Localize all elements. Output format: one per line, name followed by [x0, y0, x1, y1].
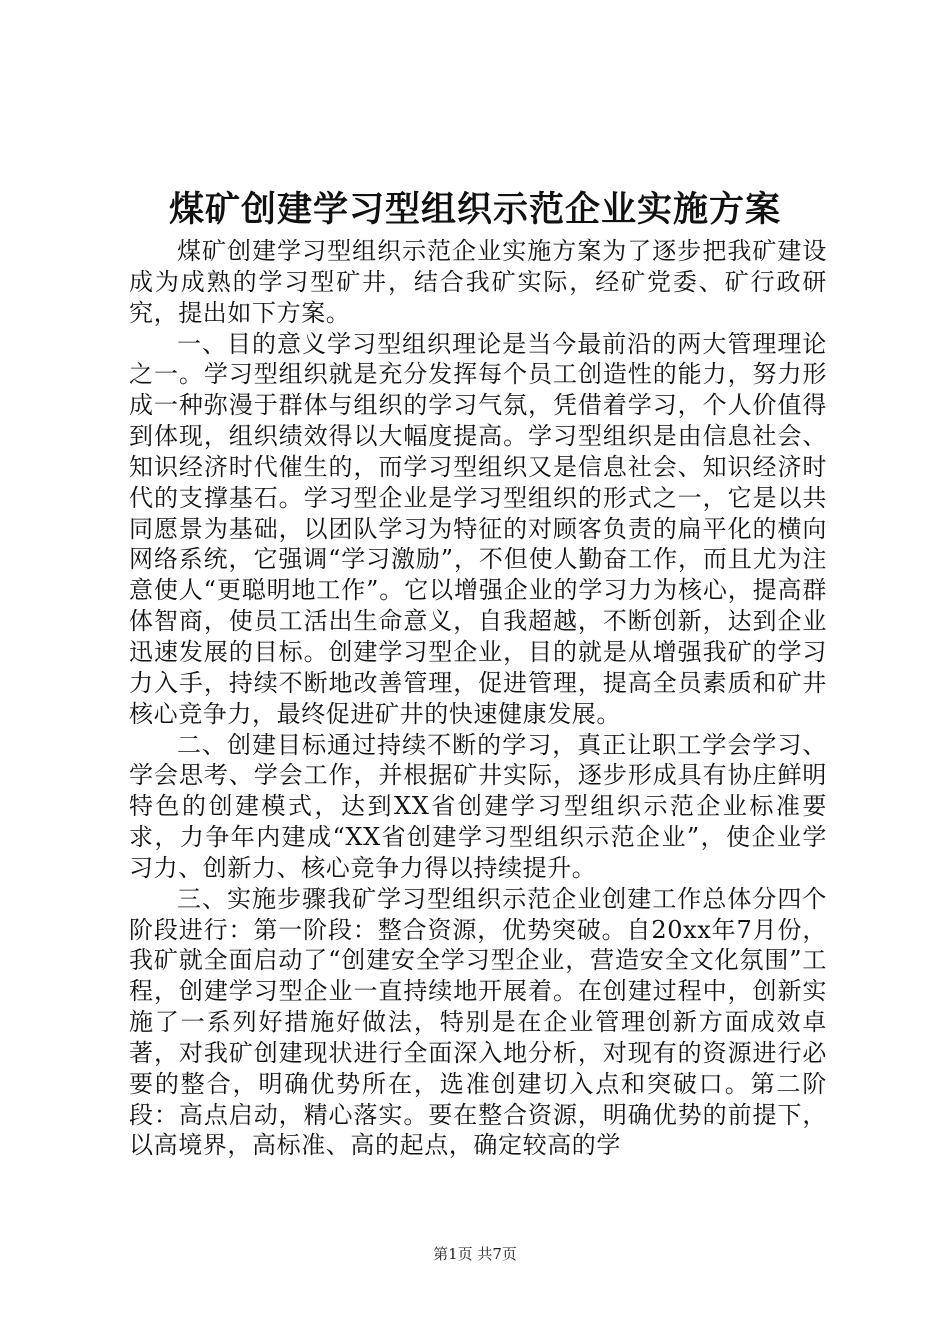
page-number-footer: 第1页 共7页: [433, 1245, 517, 1263]
document-title: 煤矿创建学习型组织示范企业实施方案: [168, 189, 781, 230]
document-body: [129, 236, 827, 1161]
paragraph-intro: 煤矿创建学习型组织示范企业实施方案为了逐步把我矿建设成为成熟的学习型矿井，结合我矿实际，经矿党委、矿行政研究，提出如下方案。: [129, 237, 827, 327]
paragraph-steps: 三、实施步骤我矿学习型组织示范企业创建工作总体分四个阶段进行：第一阶段：整合资源，优势突破。自20xx年7月份，我矿就全面启动了“创建安全学习型企业，营造安全文化氛围”工程，创建学习型企业一直持续地开展着。在创建过程中，创新实施了一系列好措施好做法，特别是在企业管理创新方面成效卓著，对我矿创建现状进行全面深入地分析，对现有的资源进行必要的整合，明确优势所在，选准创建切入点和突破口。第二阶段：高点启动，精心落实。要在整合资源，明确优势的前提下，以高境界，高标准、高的起点，确定较高的学: [129, 884, 827, 1160]
paragraph-purpose: 一、目的意义学习型组织理论是当今最前沿的两大管理理论之一。学习型组织就是充分发挥每个员工创造性的能力，努力形成一种弥漫于群体与组织的学习气氛，凭借着学习，个人价值得到体现，组织绩效得以大幅度提高。学习型组织是由信息社会、知识经济时代催生的，而学习型组织又是信息社会、知识经济时代的支撑基石。学习型企业是学习型组织的形式之一，它是以共同愿景为基础，以团队学习为特征的对顾客负责的扁平化的横向网络系统，它强调“学习激励”，不但使人勤奋工作，而且尤为注意使人“更聪明地工作”。它以增强企业的学习力为核心，提高群体智商，使员工活出生命意义，自我超越，不断创新，达到企业迅速发展的目标。创建学习型企业，目的就是从增强我矿的学习力入手，持续不断地改善管理，促进管理，提高全员素质和矿井核心竞争力，最终促进矿井的快速健康发展。: [129, 329, 827, 728]
paragraph-goal: 二、创建目标通过持续不断的学习，真正让职工学会学习、学会思考、学会工作，并根据矿井实际，逐步形成具有协庄鲜明特色的创建模式，达到XX省创建学习型组织示范企业标准要求，力争年内建成“XX省创建学习型组织示范企业”，使企业学习力、创新力、核心竞争力得以持续提升。: [129, 730, 827, 882]
